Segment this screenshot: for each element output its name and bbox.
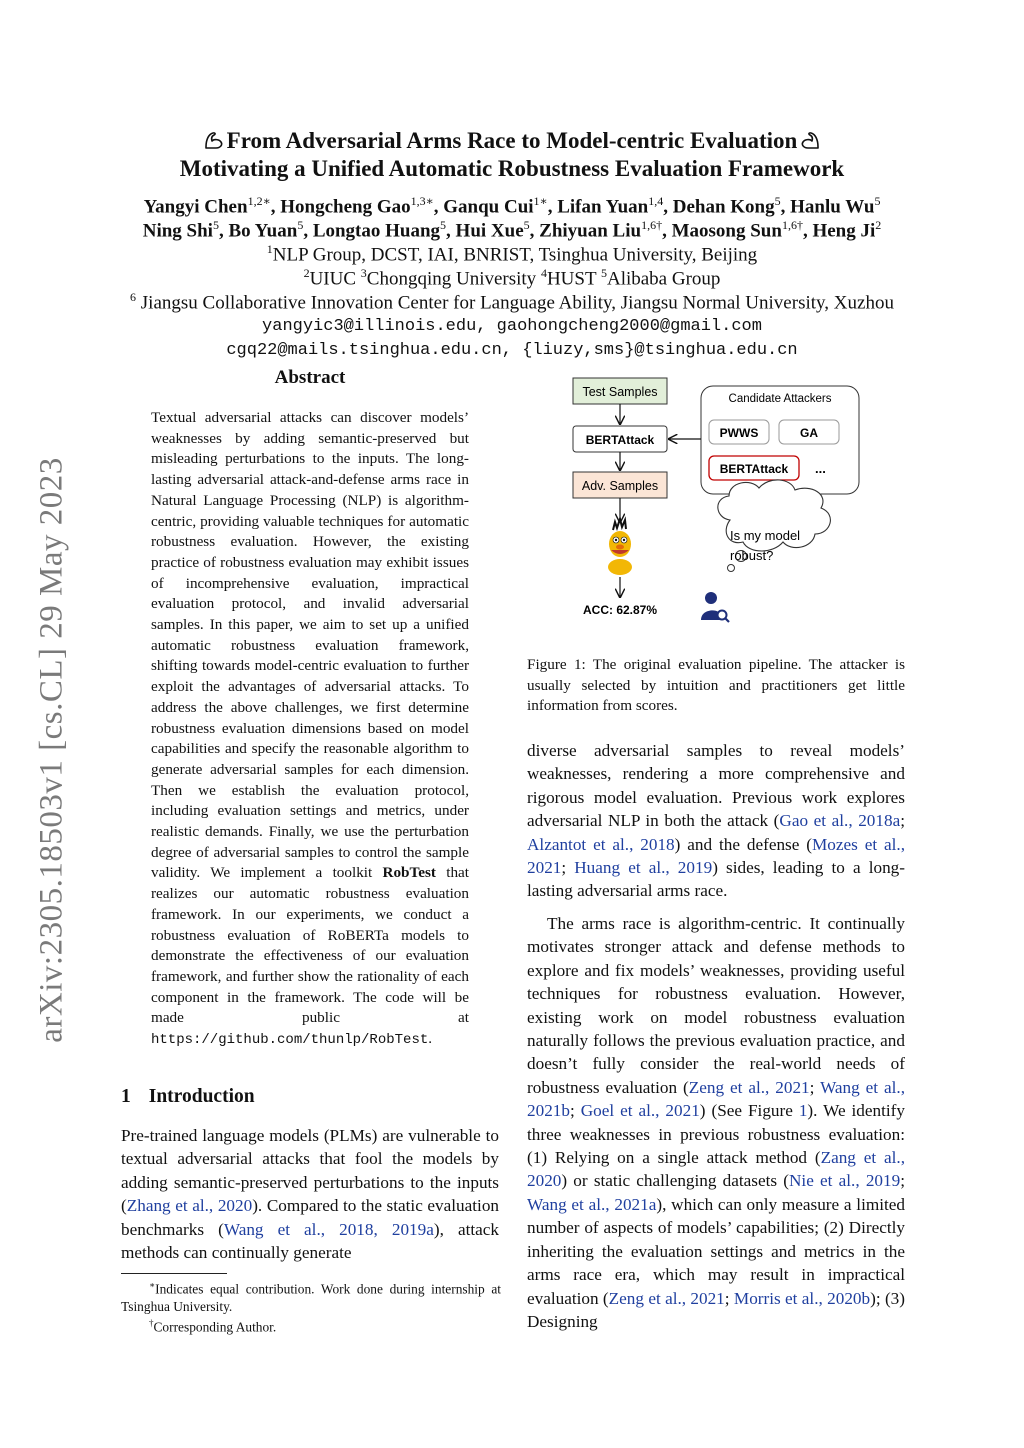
model-character-icon <box>608 519 632 575</box>
footnote-1: ∗Indicates equal contribution. Work done during internship at Tsinghua University. <box>121 1280 501 1314</box>
emails-line2[interactable]: cgq22@mails.tsinghua.edu.cn, {liuzy,sms}@tsinghua.edu.cn <box>226 341 798 360</box>
citation-link[interactable]: Alzantot et al., 2018 <box>527 834 675 854</box>
accuracy-label: ACC: 62.87% <box>582 603 658 617</box>
footnotes <box>121 1277 501 1336</box>
adv-samples-label: Adv. Samples <box>581 479 659 493</box>
section-heading-introduction: 1 Introduction <box>121 1086 255 1107</box>
bubble-text-line1: Is my model <box>730 528 801 543</box>
bertattack-candidate-label: BERTAttack <box>719 462 789 476</box>
citation-link[interactable]: Huang et al., 2019 <box>574 858 713 878</box>
citation-link[interactable]: Wang et al., 2021a <box>527 1194 657 1214</box>
bertattack-label: BERTAttack <box>585 433 655 447</box>
pwws-label: PWWS <box>719 426 759 440</box>
candidate-attackers-title: Candidate Attackers <box>728 393 832 405</box>
footnote-2: †Corresponding Author. <box>149 1318 277 1335</box>
citation-link[interactable]: Morris et al., 2020b <box>733 1288 871 1308</box>
authors-line1: Yangyi Chen$^{1,2∗}$, Hongcheng Gao$^{1,3∗}$, Ganqu Cui$^{1∗}$, Lifan Yuan$^{1,4}$, Dehan Kong$^5$, Hanlu Wu$^5$ <box>143 194 881 218</box>
citation-link[interactable]: Zeng et al., 2021 <box>688 1077 810 1097</box>
abstract-heading: Abstract <box>274 367 346 388</box>
toolkit-name: RobTest <box>382 864 436 882</box>
bubble-text-line2: robust? <box>730 548 774 563</box>
citation-link[interactable]: Nie et al., 2019 <box>789 1171 901 1191</box>
citation-link[interactable]: Wang et al., 2021b <box>527 1077 905 1121</box>
affiliation-1: $^1$NLP Group, DCST, IAI, BNRIST, Tsinghua University, Beijing <box>266 242 758 266</box>
arxiv-id: arXiv:2305.18503v1 [cs.CL] 29 May 2023 <box>33 457 70 1043</box>
figure-1-caption: Figure 1: The original evaluation pipeline. The attacker is usually selected by intuition and practitioners get little information from scores. <box>527 656 905 715</box>
citation-link[interactable]: Zang et al., 2020 <box>527 1148 905 1191</box>
citation-link[interactable]: Mozes et al., 2021 <box>527 834 905 878</box>
paper-title-line1 <box>0 128 1024 154</box>
footnote-rule <box>121 1273 227 1274</box>
test-samples-label: Test Samples <box>582 385 658 399</box>
right-paragraph-1: diverse adversarial samples to reveal models’ weaknesses, rendering a more comprehensive and rigorous model evaluation. Previous work explores adversarial NLP in both the attack (Gao et al., 2018a; Alzantot et al., 2018) and the defense (Mozes et al., 2021; Huang et al., 2019) sides, leading to a long-lasting adversarial arms race. <box>527 741 905 901</box>
paper-title-line2: Motivating a Unified Automatic Robustness Evaluation Framework <box>179 156 845 181</box>
citation-link[interactable]: Wang et al., 2018, 2019a <box>223 1219 434 1239</box>
affiliations-2-5: $^2$UIUC $^3$Chongqing University $^4$HUST $^5$Alibaba Group <box>303 266 721 290</box>
title-text-1: From Adversarial Arms Race to Model-centric Evaluation <box>226 128 798 153</box>
more-attackers-ellipsis: ... <box>815 461 826 476</box>
emails-line1[interactable]: yangyic3@illinois.edu, gaohongcheng2000@gmail.com <box>262 317 762 336</box>
affiliation-6: $^6$ Jiangsu Collaborative Innovation Center for Language Ability, Jiangsu Normal University, Xuzhou <box>130 290 894 314</box>
ga-label: GA <box>800 426 818 440</box>
abstract-body: Textual adversarial attacks can discover models’ weaknesses by adding semantic-preserved but misleading perturbations to the inputs. The long-lasting adversarial attack-and-defense arms race in Natural Language Processing (NLP) is algorithm-centric, providing valuable techniques for automatic robustness evaluation. However, the existing practice of robustness evaluation may exhibit issues of incomprehensive evaluation, impractical evaluation protocol, and invalid adversarial samples. In this paper, we aim to set up a unified automatic robustness evaluation framework, shifting towards model-centric evaluation to further exploit the advantages of adversarial attacks. To address the above challenges, we first determine robustness evaluation dimensions based on model capabilities and specify the reasonable algorithm to generate adversarial samples for each dimension. Then we establish the evaluation protocol, including evaluation settings and metrics, under realistic demands. Finally, we use the perturbation degree of adversarial samples to control the sample validity. We implement a toolkit RobTest that realizes our automatic robustness evaluation framework. In our experiments, we conduct a robustness evaluation of RoBERTa models to demonstrate the effectiveness of our evaluation framework, and further show the rationality of each component in the framework. The code will be made public at https://github.com/thunlp/RobTest. <box>151 409 469 1049</box>
authors-line2: Ning Shi$^5$, Bo Yuan$^5$, Longtao Huang$^5$, Hui Xue$^5$, Zhiyuan Liu$^{1,6\dagger}$, Maosong Sun$^{1,6\dagger}$, Heng Ji$^2$ <box>142 218 882 242</box>
arxiv-stamp <box>22 440 82 1060</box>
flexed-arm-right-icon <box>797 129 821 151</box>
flexed-arm-left-icon <box>203 129 227 151</box>
practitioner-search-icon <box>701 592 729 622</box>
citation-link[interactable]: Zeng et al., 2021 <box>608 1288 725 1308</box>
figure-reference-link[interactable]: 1 <box>798 1101 808 1121</box>
citation-link[interactable]: Zhang et al., 2020 <box>126 1196 253 1216</box>
citation-link[interactable]: Goel et al., 2021 <box>580 1101 700 1121</box>
citation-link[interactable]: Gao et al., 2018a <box>779 811 901 831</box>
intro-paragraph-1: Pre-trained language models (PLMs) are vulnerable to textual adversarial attacks that fool the models by adding semantic-preserved perturbations to the inputs (Zhang et al., 2020). Compared to the static evaluation benchmarks (Wang et al., 2018, 2019a), attack methods can continually generate <box>121 1126 500 1263</box>
right-paragraph-2: The arms race is algorithm-centric. It continually motivates stronger attack and defense methods to explore and fix models’ weaknesses, providing useful techniques for robustness evaluation. However, existing work on model robustness evaluation naturally follows the previous evaluation practice, and doesn’t fully consider the real-world needs of robustness evaluation (Zeng et al., 2021; Wang et al., 2021b; Goel et al., 2021) (See Figure 1). We identify three weaknesses in previous robustness evaluation: (1) Relying on a single attack method (Zang et al., 2020) or static challenging datasets (Nie et al., 2019; Wang et al., 2021a), which can only measure a limited number of aspects of models’ capabilities; (2) Directly inheriting the evaluation settings and metrics in the arms race era, which may result in impractical evaluation (Zeng et al., 2021; Morris et al., 2020b); (3) Designing <box>527 914 905 1331</box>
figure-1-pipeline <box>525 372 910 642</box>
code-url-link[interactable]: https://github.com/thunlp/RobTest <box>151 1032 429 1049</box>
